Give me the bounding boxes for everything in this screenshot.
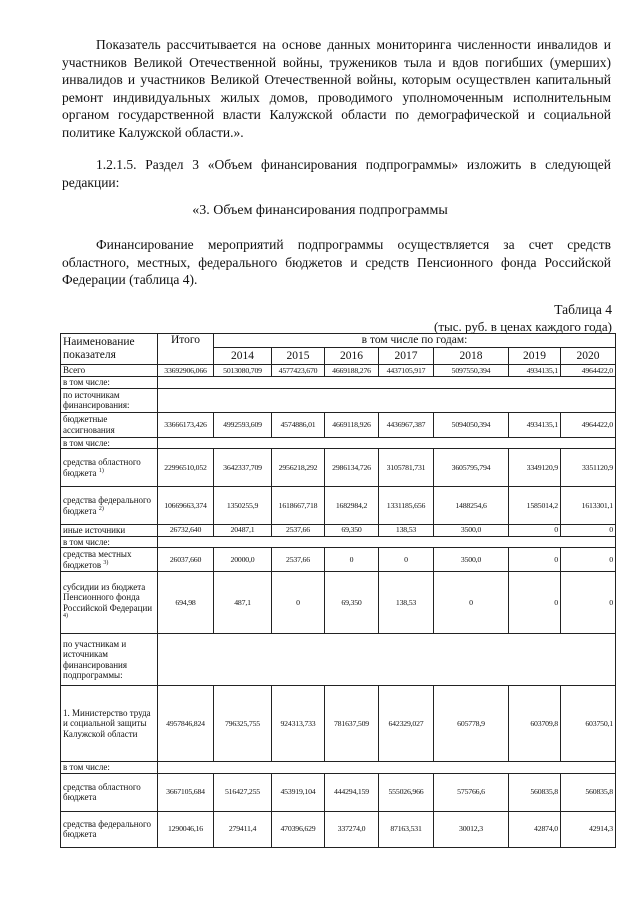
- footnote-mark: 3): [103, 559, 109, 566]
- paragraph-indicator-text: Показатель рассчитывается на основе данных мониторинга численности инвалидов и участников Великой Отечественной войны, тружеников тыла и вдов погибших (умерших) инвалидов и участников Великой Отечественной войны, которым осуществлен капитальный ремонт индивидуальных жилых домов, проводимого уполномоченным исполнительным органом государственной власти Калужской области по демографической и социальной политике Калужской области.».: [62, 37, 611, 140]
- cell-year-value: 3500,0: [434, 548, 509, 572]
- cell-year-value: 87163,531: [379, 811, 434, 847]
- cell-year-value: 138,53: [379, 572, 434, 634]
- cell-year-value: 0: [379, 548, 434, 572]
- cell-total: 33692906,066: [158, 365, 214, 377]
- row-label: средства областного бюджета $^{1)}$: [61, 449, 158, 487]
- row-label: в том числе:: [61, 762, 158, 774]
- cell-year-value: 5013080,709: [214, 365, 272, 377]
- cell-total: 33666173,426: [158, 412, 214, 437]
- row-label: средства федерального бюджета: [61, 811, 158, 847]
- row-label: по источникам финансирования:: [61, 388, 158, 412]
- empty-cell: [158, 536, 616, 548]
- table-row: [61, 437, 616, 449]
- table-row: [61, 548, 616, 572]
- empty-cell: [158, 388, 616, 412]
- row-label: средства местных бюджетов $^{3)}$: [61, 548, 158, 572]
- cell-year-value: 4934135,1: [509, 365, 561, 377]
- cell-year-value: 2986134,726: [325, 449, 379, 487]
- cell-year-value: 3500,0: [434, 525, 509, 537]
- cell-year-value: 560835,8: [561, 773, 616, 811]
- cell-total: 10669663,374: [158, 487, 214, 525]
- table-row: [61, 377, 616, 389]
- section-heading: «3. Объем финансирования подпрограммы: [192, 203, 448, 218]
- cell-year-value: 796325,755: [214, 686, 272, 762]
- row-label: 1. Министерство труда и социальной защиты Калужской области: [61, 686, 158, 762]
- cell-year-value: 3642337,709: [214, 449, 272, 487]
- cell-year-value: 4436967,387: [379, 412, 434, 437]
- cell-year-value: 0: [509, 548, 561, 572]
- cell-year-value: 2956218,292: [272, 449, 325, 487]
- cell-year-value: 642329,027: [379, 686, 434, 762]
- header-year: 2019: [509, 348, 561, 365]
- cell-year-value: 42874,0: [509, 811, 561, 847]
- cell-year-value: 555026,966: [379, 773, 434, 811]
- cell-year-value: 0: [561, 572, 616, 634]
- header-year: 2015: [272, 348, 325, 365]
- cell-total: 26037,660: [158, 548, 214, 572]
- cell-year-value: 560835,8: [509, 773, 561, 811]
- cell-year-value: 0: [509, 525, 561, 537]
- cell-year-value: 4574886,01: [272, 412, 325, 437]
- table-row: [61, 525, 616, 537]
- cell-year-value: 781637,509: [325, 686, 379, 762]
- table-row: [61, 773, 616, 811]
- cell-year-value: 20000,0: [214, 548, 272, 572]
- financing-table: [60, 333, 616, 848]
- footnote-mark: 4): [63, 613, 68, 619]
- header-year: 2016: [325, 348, 379, 365]
- paragraph-financing: Финансирование мероприятий подпрограммы осуществляется за счет средств областного, местных, федерального бюджетов и средств Пенсионного фонда Российской Федерации (таблица 4).: [62, 237, 611, 288]
- cell-year-value: 1618667,718: [272, 487, 325, 525]
- paragraph-amendment: 1.2.1.5. Раздел 3 «Объем финансирования подпрограммы» изложить в следующей редакции:: [62, 157, 611, 190]
- header-year: 2018: [434, 348, 509, 365]
- cell-year-value: 575766,6: [434, 773, 509, 811]
- cell-total: 694,98: [158, 572, 214, 634]
- cell-year-value: 5094050,394: [434, 412, 509, 437]
- cell-year-value: 0: [561, 548, 616, 572]
- table-row: [61, 388, 616, 412]
- footnote-mark: 1): [98, 467, 104, 474]
- cell-year-value: 4577423,670: [272, 365, 325, 377]
- row-label: бюджетные ассигнования: [61, 412, 158, 437]
- cell-total: 4957846,824: [158, 686, 214, 762]
- cell-year-value: 0: [272, 572, 325, 634]
- table-row: [61, 449, 616, 487]
- header-year: 2014: [214, 348, 272, 365]
- cell-year-value: 444294,159: [325, 773, 379, 811]
- row-label: средства областного бюджета: [61, 773, 158, 811]
- table-units: (тыс. руб. в ценах каждого года): [434, 319, 612, 334]
- cell-year-value: 0: [434, 572, 509, 634]
- table-caption: Таблица 4: [554, 302, 612, 317]
- empty-cell: [158, 377, 616, 389]
- row-label: в том числе:: [61, 536, 158, 548]
- cell-year-value: 20487,1: [214, 525, 272, 537]
- table-row: [61, 811, 616, 847]
- cell-year-value: 5097550,394: [434, 365, 509, 377]
- cell-total: 1290046,16: [158, 811, 214, 847]
- cell-year-value: 470396,629: [272, 811, 325, 847]
- table-row: [61, 634, 616, 686]
- row-label: иные источники: [61, 525, 158, 537]
- cell-year-value: 924313,733: [272, 686, 325, 762]
- cell-year-value: 138,53: [379, 525, 434, 537]
- cell-year-value: 3605795,794: [434, 449, 509, 487]
- cell-year-value: 4934135,1: [509, 412, 561, 437]
- table-row: [61, 572, 616, 634]
- table-row: [61, 487, 616, 525]
- cell-year-value: 605778,9: [434, 686, 509, 762]
- cell-total: 3667105,684: [158, 773, 214, 811]
- cell-total: 22996510,052: [158, 449, 214, 487]
- row-label: в том числе:: [61, 437, 158, 449]
- cell-year-value: 453919,104: [272, 773, 325, 811]
- row-label: по участникам и источникам финансирования подпрограммы:: [61, 634, 158, 686]
- cell-year-value: 69,350: [325, 525, 379, 537]
- table-row: [61, 536, 616, 548]
- footnote-mark: 2): [98, 505, 104, 512]
- table-row: [61, 412, 616, 437]
- cell-year-value: 3349120,9: [509, 449, 561, 487]
- cell-year-value: 4669118,926: [325, 412, 379, 437]
- row-label: средства федерального бюджета $^{2)}$: [61, 487, 158, 525]
- cell-year-value: 1488254,6: [434, 487, 509, 525]
- cell-year-value: 1613301,1: [561, 487, 616, 525]
- cell-year-value: 279411,4: [214, 811, 272, 847]
- header-years-group: в том числе по годам:: [214, 334, 616, 348]
- empty-cell: [158, 437, 616, 449]
- cell-year-value: 3105781,731: [379, 449, 434, 487]
- table-row: [61, 365, 616, 377]
- cell-year-value: 1682984,2: [325, 487, 379, 525]
- table-row: [61, 686, 616, 762]
- cell-year-value: 4964422,0: [561, 365, 616, 377]
- empty-cell: [158, 762, 616, 774]
- empty-cell: [158, 634, 616, 686]
- cell-year-value: 1331185,656: [379, 487, 434, 525]
- header-name: Наименование показателя: [61, 334, 158, 365]
- table-row: [61, 762, 616, 774]
- row-label: Всего: [61, 365, 158, 377]
- header-year: 2017: [379, 348, 434, 365]
- cell-year-value: 337274,0: [325, 811, 379, 847]
- cell-year-value: 4992593,609: [214, 412, 272, 437]
- cell-year-value: 2537,66: [272, 525, 325, 537]
- row-label: в том числе:: [61, 377, 158, 389]
- cell-year-value: 0: [325, 548, 379, 572]
- row-label: субсидии из бюджета Пенсионного фонда Российской Федерации $^{4)}$: [61, 572, 158, 634]
- header-total: Итого: [158, 334, 214, 365]
- cell-year-value: 487,1: [214, 572, 272, 634]
- cell-year-value: 42914,3: [561, 811, 616, 847]
- header-year: 2020: [561, 348, 616, 365]
- cell-total: 26732,640: [158, 525, 214, 537]
- cell-year-value: 30012,3: [434, 811, 509, 847]
- cell-year-value: 4669188,276: [325, 365, 379, 377]
- cell-year-value: 2537,66: [272, 548, 325, 572]
- cell-year-value: 4964422,0: [561, 412, 616, 437]
- cell-year-value: 69,350: [325, 572, 379, 634]
- paragraph-indicator: [62, 36, 611, 142]
- cell-year-value: 1585014,2: [509, 487, 561, 525]
- cell-year-value: 603750,1: [561, 686, 616, 762]
- cell-year-value: 603709,8: [509, 686, 561, 762]
- cell-year-value: 3351120,9: [561, 449, 616, 487]
- cell-year-value: 0: [509, 572, 561, 634]
- cell-year-value: 1350255,9: [214, 487, 272, 525]
- cell-year-value: 0: [561, 525, 616, 537]
- cell-year-value: 516427,255: [214, 773, 272, 811]
- cell-year-value: 4437105,917: [379, 365, 434, 377]
